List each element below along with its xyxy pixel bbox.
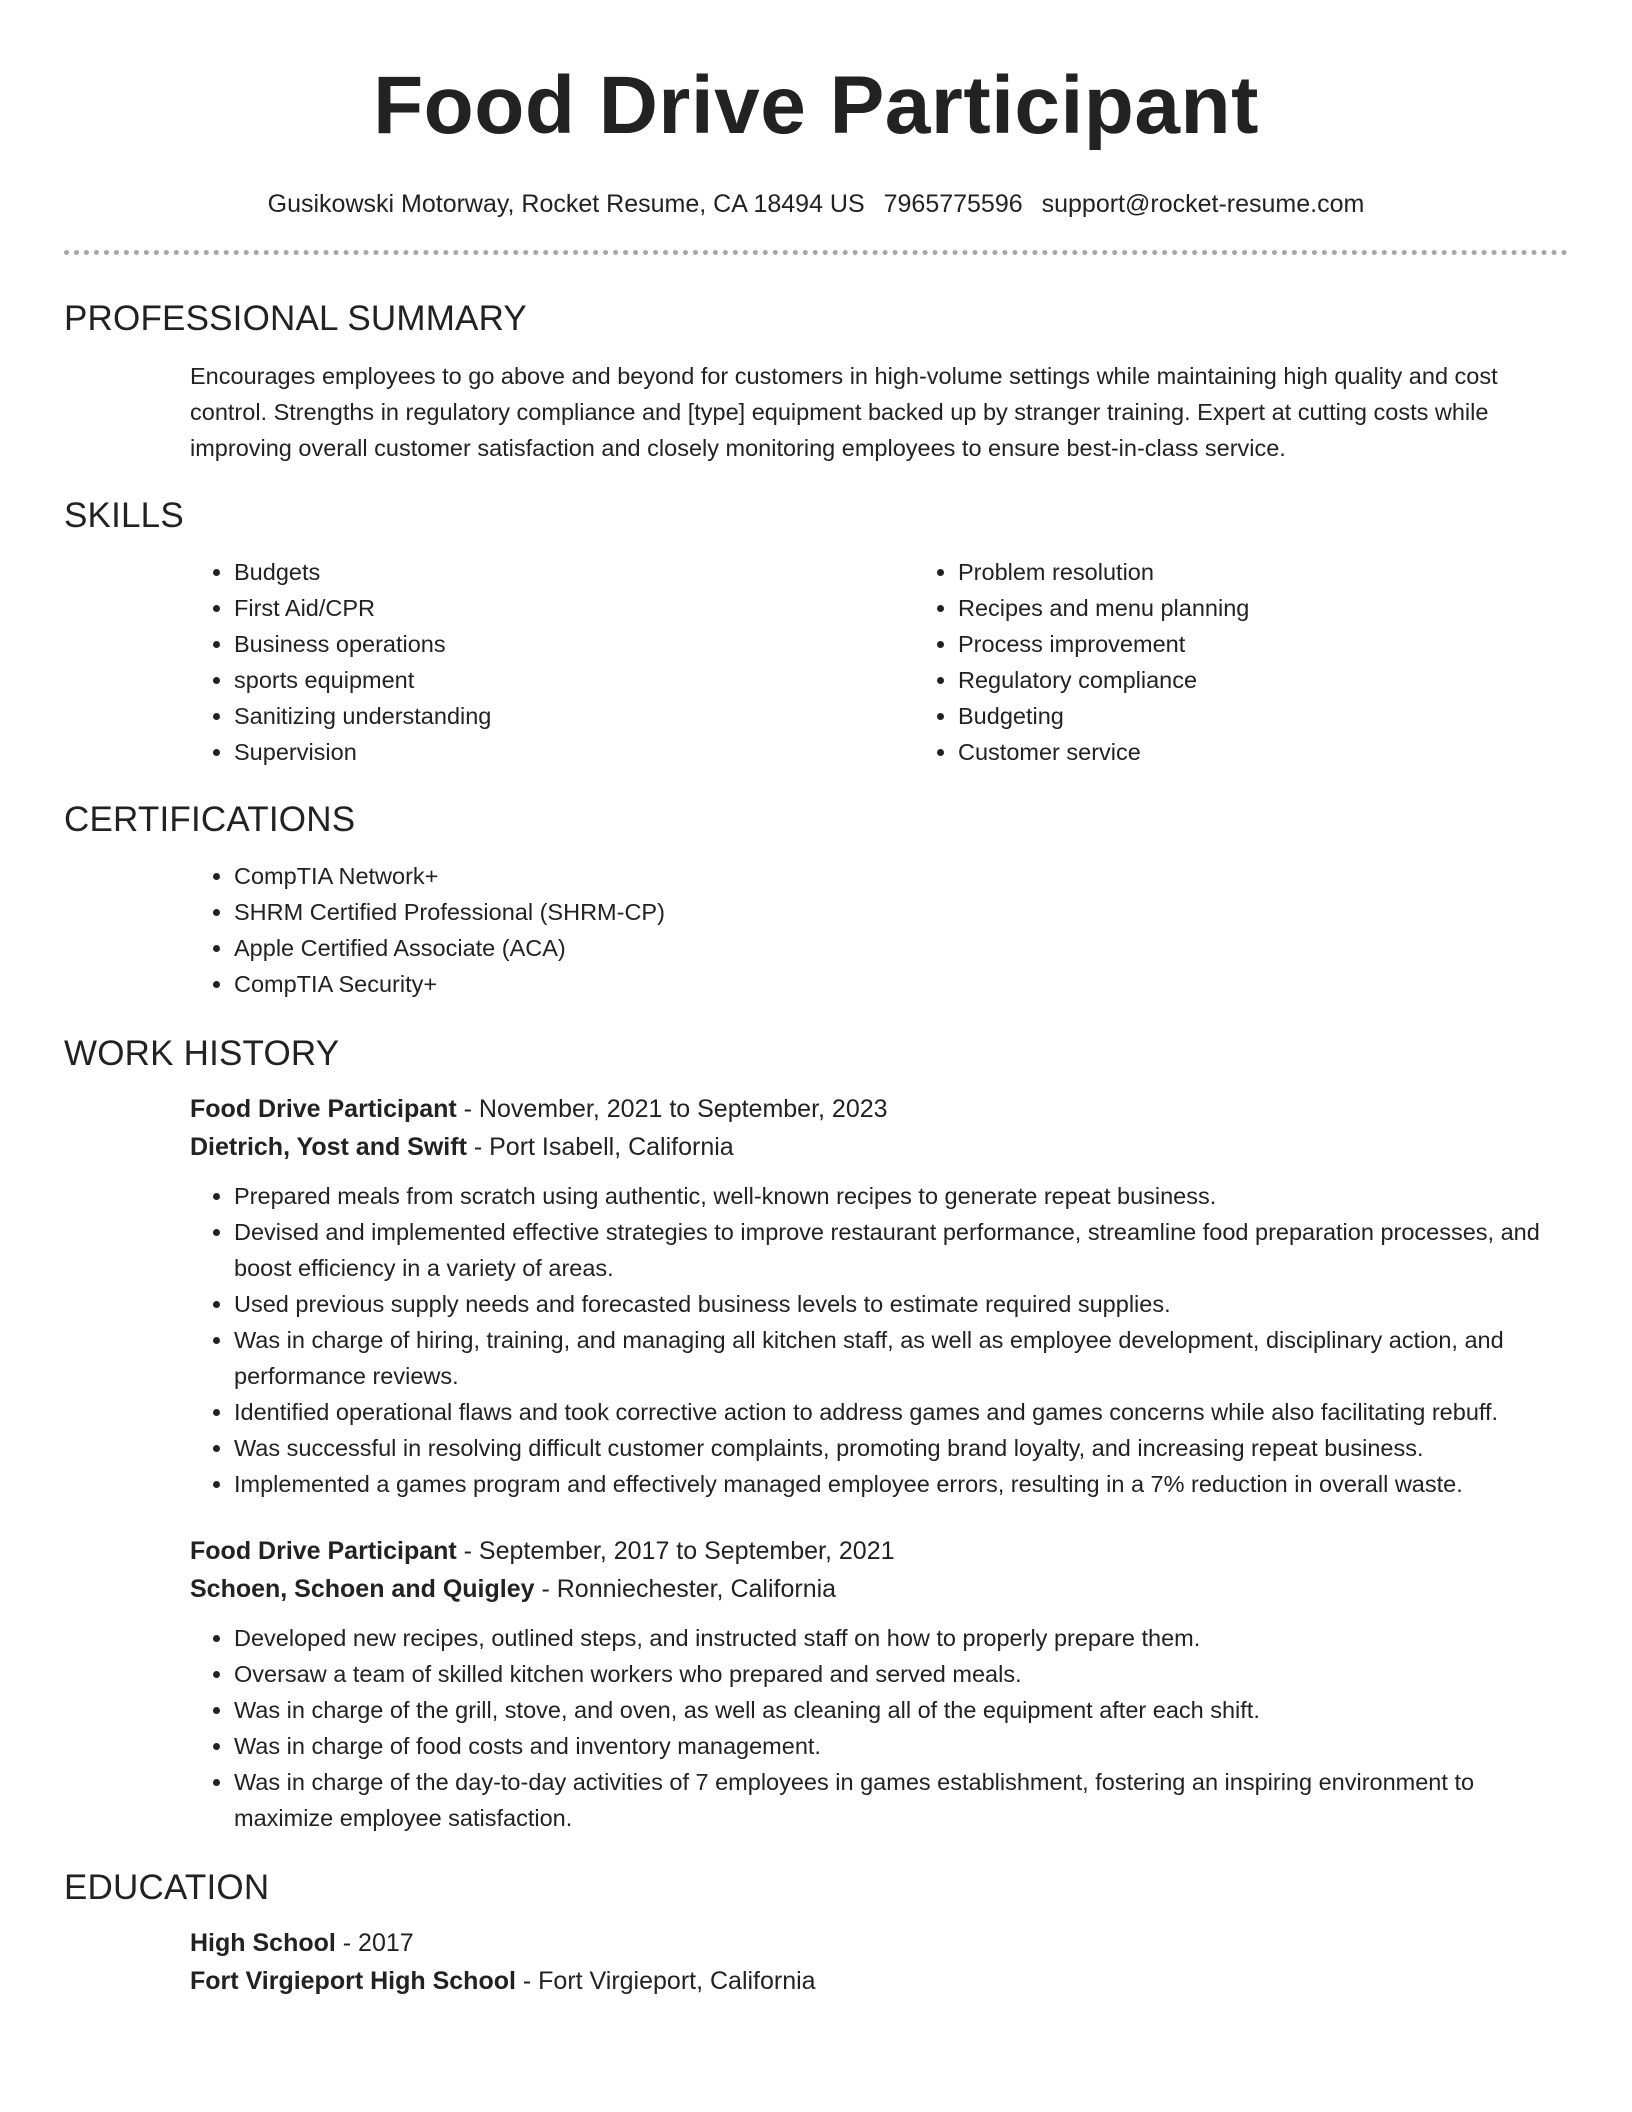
job-company: Dietrich, Yost and Swift [190,1133,467,1161]
skill-item: • Problem resolution [958,554,1632,590]
summary-section [64,297,1568,466]
skill-item: • Budgeting [958,698,1632,734]
skill-item: • Customer service [958,734,1632,770]
job-bullet: • Prepared meals from scratch using authentic, well-known recipes to generate repeat business. [234,1178,1568,1214]
skill-item: • Process improvement [958,626,1632,662]
certifications-heading: CERTIFICATIONS [64,800,356,839]
job-bullet: • Oversaw a team of skilled kitchen workers who prepared and served meals. [234,1656,1568,1692]
skill-item: • sports equipment [234,662,914,698]
skill-item: • Recipes and menu planning [958,590,1632,626]
education-school: Fort Virgieport High School [190,1967,516,1995]
contact-line [64,188,1568,220]
job-bullet: • Was successful in resolving difficult customer complaints, promoting brand loyalty, and increasing repeat business. [234,1430,1568,1466]
job-title-line [190,1090,1568,1128]
job-entry [64,1532,1568,1836]
work-history-heading: WORK HISTORY [64,1034,340,1073]
job-company-line [190,1570,1568,1608]
job-bullet: • Was in charge of the grill, stove, and oven, as well as cleaning all of the equipment after each shift. [234,1692,1568,1728]
skills-list-left [190,554,914,770]
contact-email: support@rocket-resume.com [1041,190,1365,218]
education-heading: EDUCATION [64,1868,270,1907]
contact-address: Gusikowski Motorway, Rocket Resume, CA 18494 US [267,190,865,218]
skill-item: • First Aid/CPR [234,590,914,626]
skill-item: • Business operations [234,626,914,662]
contact-phone: 7965775596 [883,190,1023,218]
job-bullet: • Was in charge of food costs and inventory management. [234,1728,1568,1764]
job-bullet: • Developed new recipes, outlined steps, and instructed staff on how to properly prepare them. [234,1620,1568,1656]
education-section [64,1866,1568,2000]
certification-item: • Apple Certified Associate (ACA) [234,930,1568,966]
education-year: - 2017 [335,1929,414,1957]
job-bullet: • Identified operational flaws and took corrective action to address games and games concerns while also facilitating rebuff. [234,1394,1568,1430]
skills-section [64,494,1568,770]
job-bullet: • Implemented a games program and effectively managed employee errors, resulting in a 7% reduction in overall waste. [234,1466,1568,1502]
job-bullet: • Used previous supply needs and forecasted business levels to estimate required supplies. [234,1286,1568,1322]
summary-text: Encourages employees to go above and beyond for customers in high-volume settings while maintaining high quality and cost control. Strengths in regulatory compliance and [type] equipment backed up by stranger training. Expert at cutting costs while improving overall customer satisfaction and closely monitoring employees to ensure best-in-class service. [190,363,1498,461]
job-bullet: • Devised and implemented effective strategies to improve restaurant performance, streamline food preparation processes, and boost efficiency in a variety of areas. [234,1214,1568,1286]
job-bullets [190,1178,1568,1502]
job-company-line [190,1128,1568,1166]
summary-heading: PROFESSIONAL SUMMARY [64,299,527,338]
skill-item: • Sanitizing understanding [234,698,914,734]
education-school-line [190,1962,1568,2000]
certifications-section [64,798,1568,1002]
skills-list-right [914,554,1632,770]
certification-item: • CompTIA Security+ [234,966,1568,1002]
job-bullet: • Was in charge of the day-to-day activities of 7 employees in games establishment, fostering an inspiring environment to maximize employee satisfaction. [234,1764,1568,1836]
job-location: - Port Isabell, California [466,1133,734,1161]
job-dates: - November, 2021 to September, 2023 [456,1095,888,1123]
education-degree-line [190,1924,1568,1962]
header-divider [64,250,1568,255]
job-bullets [190,1620,1568,1836]
job-entry [64,1090,1568,1502]
education-location: - Fort Virgieport, California [515,1967,816,1995]
job-role: Food Drive Participant [190,1095,457,1123]
skill-item: • Budgets [234,554,914,590]
skills-heading: SKILLS [64,496,184,535]
job-role: Food Drive Participant [190,1537,457,1565]
job-location: - Ronniechester, California [534,1575,837,1603]
education-degree: High School [190,1929,336,1957]
certification-item: • CompTIA Network+ [234,858,1568,894]
job-bullet: • Was in charge of hiring, training, and managing all kitchen staff, as well as employee development, disciplinary action, and performance reviews. [234,1322,1568,1394]
certification-item: • SHRM Certified Professional (SHRM-CP) [234,894,1568,930]
job-dates: - September, 2017 to September, 2021 [456,1537,895,1565]
skill-item: • Regulatory compliance [958,662,1632,698]
certifications-list [190,858,1568,1002]
skill-item: • Supervision [234,734,914,770]
job-company: Schoen, Schoen and Quigley [190,1575,535,1603]
resume-title: Food Drive Participant [373,60,1259,151]
job-title-line [190,1532,1568,1570]
work-history-section [64,1032,1568,1836]
